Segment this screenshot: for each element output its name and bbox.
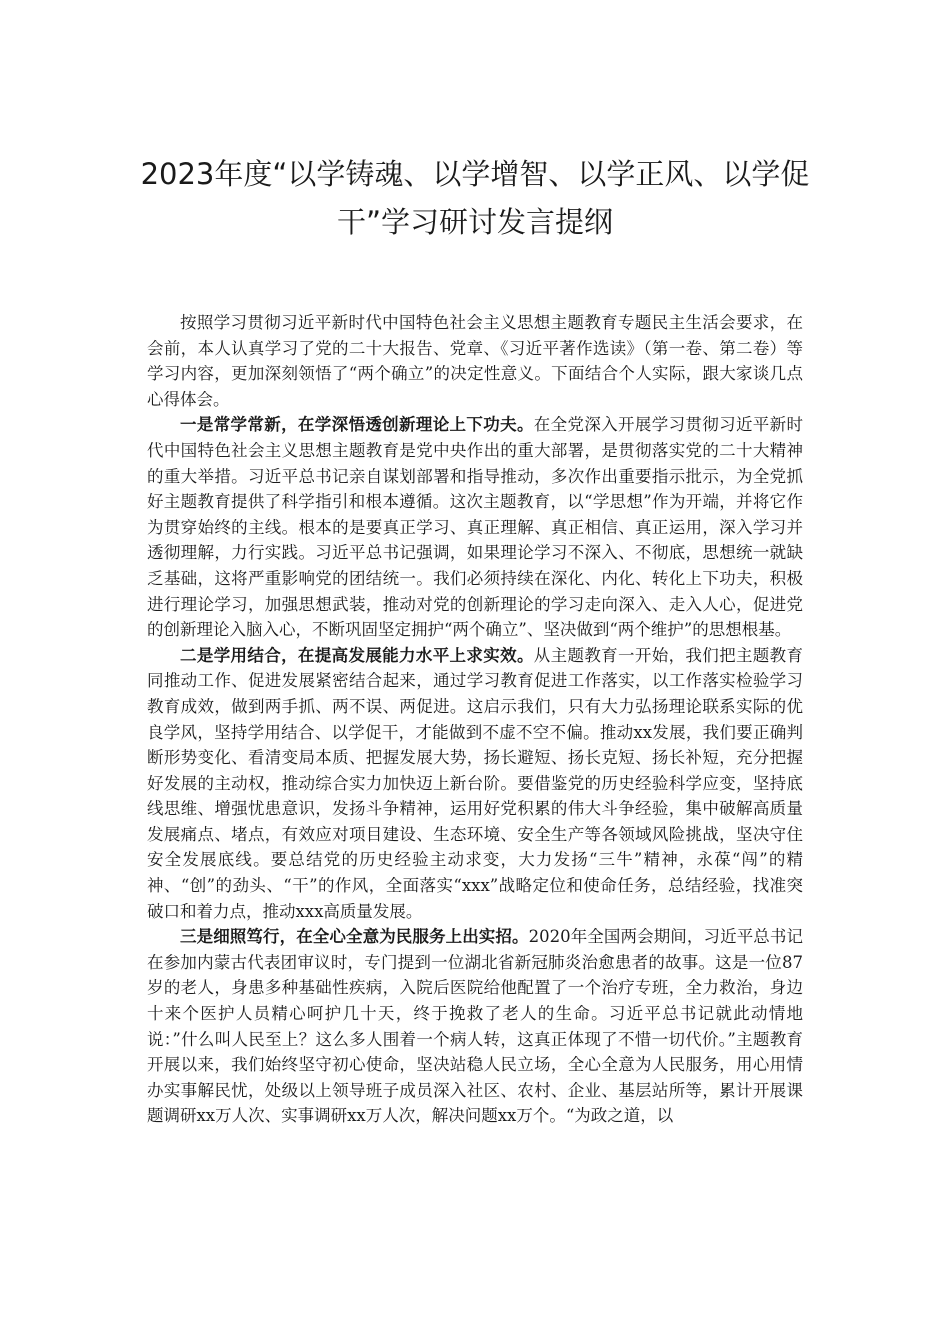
paragraph-lead: 一是常学常新，在学深悟透创新理论上下功夫。 <box>180 415 534 435</box>
paragraph-lead: 三是细照笃行，在全心全意为民服务上出实招。 <box>180 927 529 947</box>
paragraph-text: 2020年全国两会期间，习近平总书记在参加内蒙古代表团审议时，专门提到一位湖北省新冠肺炎治愈患者的故事。这是一位87岁的老人，身患多种基础性疾病，入院后医院给他配置了一个治疗专班，全力救治，身边十来个医护人员精心呵护几十天，终于挽救了老人的生命。习近平总书记就此动情地说：”什么叫人民至上？这么多人围着一个病人转，这真正体现了不惜一切代价。”主题教育开展以来，我们始终坚守初心使命，坚决站稳人民立场，全心全意为人民服务，用心用情办实事解民忧，处级以上领导班子成员深入社区、农村、企业、基层站所等，累计开展课题调研xx万人次、实事调研xx万人次，解决问题xx万个。“为政之道，以 <box>147 927 804 1126</box>
paragraph-intro <box>147 310 803 412</box>
paragraph-point-1 <box>147 412 803 642</box>
paragraph-point-2 <box>147 643 803 925</box>
paragraph-text: 从主题教育一开始，我们把主题教育同推动工作、促进发展紧密结合起来，通过学习教育促进工作落实，以工作落实检验学习教育成效，做到两手抓、两不误、两促进。这启示我们，只有大力弘扬理论联系实际的优良学风，坚持学用结合、以学促干，才能做到不虚不空不偏。推动xx发展，我们要正确判断形势变化、看清变局本质、把握发展大势，扬长避短、扬长克短、扬长补短，充分把握好发展的主动权，推动综合实力加快迈上新台阶。要借鉴党的历史经验科学应变，坚持底线思维、增强忧患意识，发扬斗争精神，运用好党积累的伟大斗争经验，集中破解高质量发展痛点、堵点，有效应对项目建设、生态环境、安全生产等各领域风险挑战，坚决守住安全发展底线。要总结党的历史经验主动求变，大力发扬“三牛”精神，永葆“闯”的精神、“创”的劲头、“干”的作风，全面落实“xxx”战略定位和使命任务，总结经验，找准突破口和着力点，推动xxx高质量发展。 <box>147 645 804 921</box>
paragraph-text: 按照学习贯彻习近平新时代中国特色社会主义思想主题教育专题民主生活会要求，在会前，本人认真学习了党的二十大报告、党章、《习近平著作选读》（第一卷、第二卷）等学习内容，更加深刻领悟了“两个确立”的决定性意义。下面结合个人实际，跟大家谈几点心得体会。 <box>147 313 803 409</box>
paragraph-lead: 二是学用结合，在提高发展能力水平上求实效。 <box>180 645 534 665</box>
document-title: 2023年度“以学铸魂、以学增智、以学正风、以学促干”学习研讨发言提纲 <box>140 157 810 239</box>
document-body <box>147 310 803 1129</box>
paragraph-point-3 <box>147 924 803 1129</box>
paragraph-text: 在全党深入开展学习贯彻习近平新时代中国特色社会主义思想主题教育是党中央作出的重大部署，是贯彻落实党的二十大精神的重大举措。习近平总书记亲自谋划部署和指导推动，多次作出重要指示批示，为全党抓好主题教育提供了科学指引和根本遵循。这次主题教育，以“学思想”作为开端，并将它作为贯穿始终的主线。根本的是要真正学习、真正理解、真正相信、真正运用，深入学习并透彻理解，力行实践。习近平总书记强调，如果理论学习不深入、不彻底，思想统一就缺乏基础，这将严重影响党的团结统一。我们必须持续在深化、内化、转化上下功夫，积极进行理论学习，加强思想武装，推动对党的创新理论的学习走向深入、走入人心，促进党的创新理论入脑入心，不断巩固坚定拥护“两个确立”、坚决做到“两个维护”的思想根基。 <box>147 415 804 640</box>
